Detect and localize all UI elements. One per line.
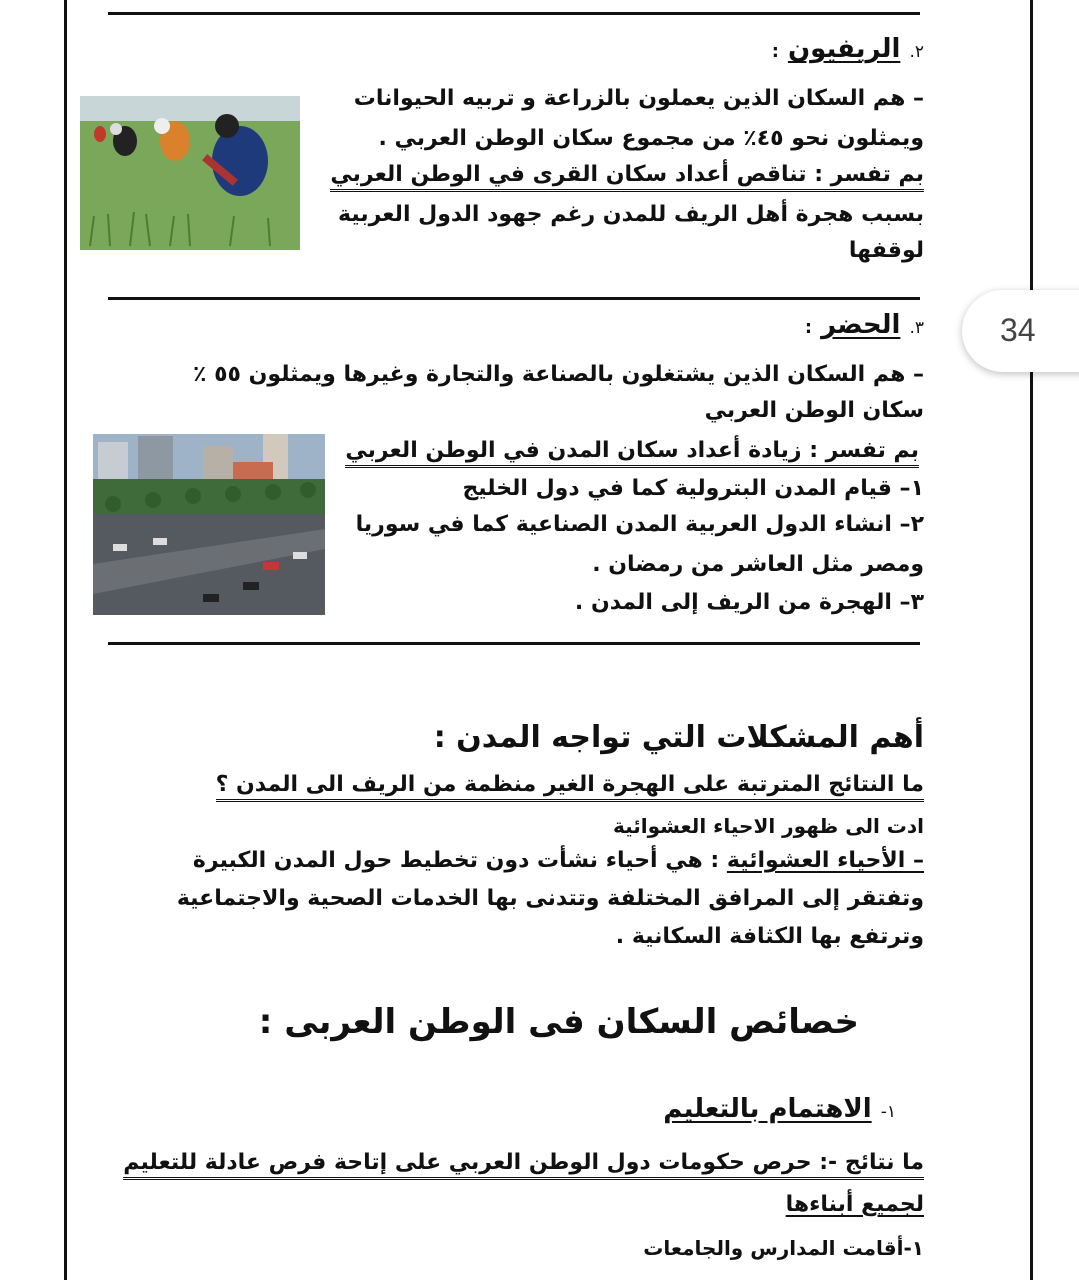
page-border-right <box>1030 0 1033 290</box>
urban-question-text: بم تفسر : زيادة أعداد سكان المدن في الوطن العربي <box>345 438 919 468</box>
problems-answer: ادت الى ظهور الاحياء العشوائية <box>612 814 924 838</box>
rural-answer-1: بسبب هجرة أهل الريف للمدن رغم جهود الدول العربية <box>338 202 924 227</box>
divider-2 <box>108 297 920 300</box>
urban-question <box>345 438 919 463</box>
divider-top <box>108 12 920 15</box>
urban-reason-2a: ٢– انشاء الدول العربية المدن الصناعية كما في سوريا <box>355 512 924 537</box>
page-border-left <box>64 0 67 1280</box>
problems-question-text: ما النتائج المترتبة على الهجرة الغير منظمة من الريف الى المدن ؟ <box>216 772 924 802</box>
page-number-badge[interactable] <box>962 290 1079 372</box>
education-question-label: ما نتائج -: <box>819 1150 924 1175</box>
rural-colon: : <box>771 41 779 62</box>
education-question-1 <box>123 1150 924 1175</box>
slums-definition-1 <box>193 848 924 873</box>
urban-line-2: سكان الوطن العربي <box>704 398 924 423</box>
education-question-2 <box>786 1192 924 1217</box>
item-number: ١- <box>880 1102 896 1122</box>
urban-number: ٣. <box>909 318 924 338</box>
characteristics-item-1 <box>663 1094 896 1124</box>
problems-heading: أهم المشكلات التي تواجه المدن : <box>433 720 924 755</box>
slums-definition-3: وترتفع بها الكثافة السكانية . <box>615 924 924 949</box>
urban-title: الحضر <box>821 310 901 340</box>
rural-number: ٢. <box>909 42 924 62</box>
urban-reason-3: ٣– الهجرة من الريف إلى المدن . <box>574 590 924 615</box>
slums-definition-2: وتفتقر إلى المرافق المختلفة وتتدنى بها الخدمات الصحية والاجتماعية <box>176 886 924 911</box>
education-point-1: ١-أقامت المدارس والجامعات <box>643 1236 924 1260</box>
slums-term: – الأحياء العشوائية <box>726 848 924 873</box>
rural-heading <box>772 34 924 64</box>
slums-definition-rest: : هي أحياء نشأت دون تخطيط حول المدن الكبيرة <box>192 848 727 873</box>
urban-reason-2b: ومصر مثل العاشر من رمضان . <box>592 552 924 577</box>
rural-line-2: ويمثلون نحو ٤٥٪ من مجموع سكان الوطن العربي . <box>378 126 924 151</box>
city-photo <box>93 434 325 615</box>
rural-question <box>330 162 924 187</box>
education-question-underlined <box>123 1150 924 1180</box>
rural-title: الريفيون <box>787 34 901 64</box>
page-number: 34 <box>1000 312 1036 348</box>
urban-reason-1: ١– قيام المدن البترولية كما في دول الخليج <box>462 476 924 501</box>
urban-heading <box>805 310 924 340</box>
education-title: الاهتمام بالتعليم <box>663 1094 872 1124</box>
education-question-text: حرص حكومات دول الوطن العربي على إتاحة فرص عادلة للتعليم <box>123 1150 820 1175</box>
urban-colon: : <box>804 317 813 338</box>
rural-answer-2: لوقفها <box>848 238 924 263</box>
problems-question <box>216 772 924 797</box>
farmers-photo <box>80 96 300 250</box>
page-border-right-lower <box>1030 372 1033 1280</box>
rural-line-1: – هم السكان الذين يعملون بالزراعة و تربيه الحيوانات <box>353 86 924 111</box>
characteristics-heading: خصائص السكان فى الوطن العربى : <box>258 1002 859 1042</box>
divider-3 <box>108 642 920 645</box>
education-question-text-2: لجميع أبناءها <box>785 1192 924 1217</box>
rural-question-text: بم تفسر : تناقص أعداد سكان القرى في الوطن العربي <box>330 162 924 192</box>
urban-line-1: – هم السكان الذين يشتغلون بالصناعة والتجارة وغيرها ويمثلون ٥٥ ٪ <box>193 362 924 387</box>
